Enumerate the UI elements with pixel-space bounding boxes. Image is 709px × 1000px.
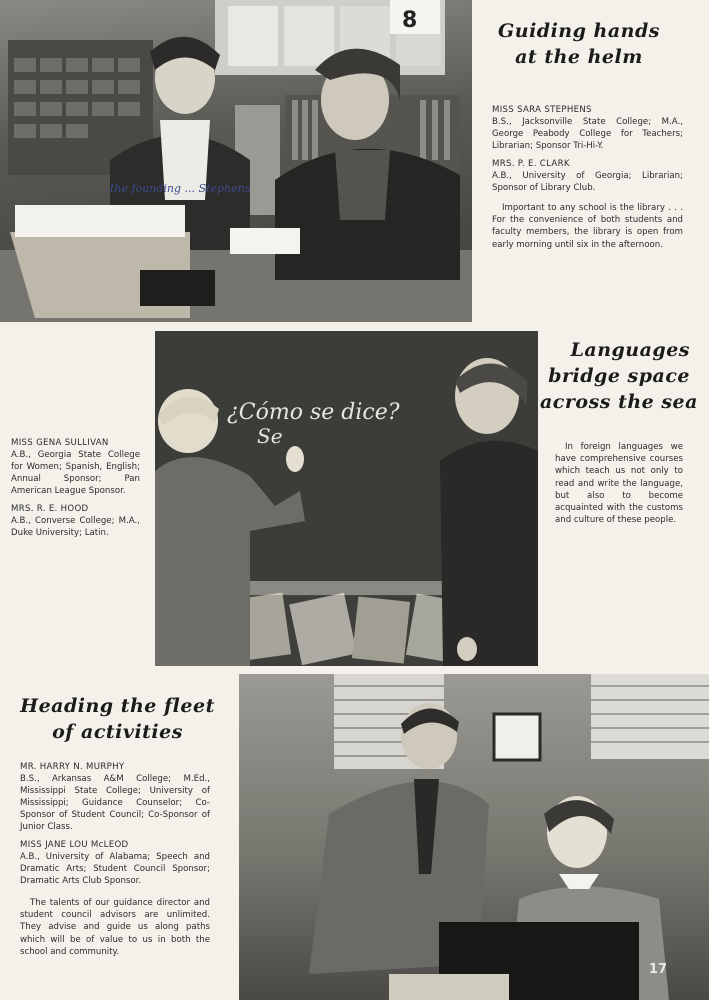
activities-body-text: The talents of our guidance director and student council advisors are unlimited. They advise and guide us along paths which will be of value to us in both the school and community. [20, 898, 210, 957]
staff-credentials: A.B., Converse College; M.A., Duke University; Latin. [11, 516, 140, 538]
library-headline-line-2: at the helm [515, 46, 643, 68]
staff-name: MISS JANE LOU McLEOD [20, 840, 129, 850]
languages-headline [540, 337, 698, 415]
staff-name: MRS. R. E. HOOD [11, 504, 89, 514]
activities-headline [20, 693, 215, 745]
calendar-number: 8 [402, 8, 418, 33]
staff-entry [11, 503, 140, 539]
staff-credentials: A.B., University of Georgia; Librarian; Sponsor of Library Club. [492, 171, 683, 193]
chalkboard-line-1: ¿Cómo se dice? [227, 400, 400, 425]
staff-name: MRS. P. E. CLARK [492, 159, 570, 169]
languages-staff [11, 437, 140, 545]
activities-headline-line-2: of activities [52, 721, 183, 743]
staff-credentials: B.S., Arkansas A&M College; M.Ed., Mississippi State College; University of Mississippi; Guidance Counselor; Co-Sponsor of Student Council; Co-Sponsor of Junior Class. [20, 774, 210, 832]
library-headline-line-1: Guiding hands [498, 20, 660, 42]
library-photo [0, 0, 472, 322]
languages-headline-line-3: across the sea [540, 391, 698, 413]
languages-headline-line-2: bridge space [548, 365, 690, 387]
activities-staff [20, 761, 210, 958]
staff-name: MISS SARA STEPHENS [492, 105, 592, 115]
activities-headline-line-1: Heading the fleet [20, 695, 215, 717]
staff-entry [11, 437, 140, 497]
languages-headline-line-1: Languages [570, 339, 690, 361]
library-staff [492, 104, 683, 251]
staff-entry [492, 158, 683, 194]
languages-photo-art [155, 331, 538, 666]
staff-entry [20, 839, 210, 887]
library-body-text: Important to any school is the library . . . For the convenience of both students and faculty members, the library is open from early morning until six in the afternoon. [492, 203, 683, 250]
staff-credentials: A.B., Georgia State College for Women; Spanish, English; Annual Sponsor; Pan American League Sponsor. [11, 450, 140, 496]
staff-name: MR. HARRY N. MURPHY [20, 762, 125, 772]
activities-photo-art [239, 674, 709, 1000]
languages-photo [155, 331, 538, 666]
handwritten-signature: the founding ... Stephens [110, 182, 251, 195]
chalkboard-line-2: Se [257, 424, 283, 448]
staff-entry [492, 104, 683, 152]
library-headline [494, 18, 664, 70]
staff-name: MISS GENA SULLIVAN [11, 438, 109, 448]
staff-credentials: B.S., Jacksonville State College; M.A., George Peabody College for Teachers; Librarian; Sponsor Tri-Hi-Y. [492, 117, 683, 151]
page-number: 17 [648, 962, 667, 977]
library-photo-art [0, 0, 472, 322]
staff-entry [20, 761, 210, 833]
staff-credentials: A.B., University of Alabama; Speech and Dramatic Arts; Student Council Sponsor; Dramatic Arts Club Sponsor. [20, 852, 210, 886]
languages-body-text: In foreign languages we have comprehensive courses which teach us not only to read and write the language, but also to become acquainted with the customs and culture of these people. [555, 442, 683, 526]
activities-photo [239, 674, 709, 1000]
